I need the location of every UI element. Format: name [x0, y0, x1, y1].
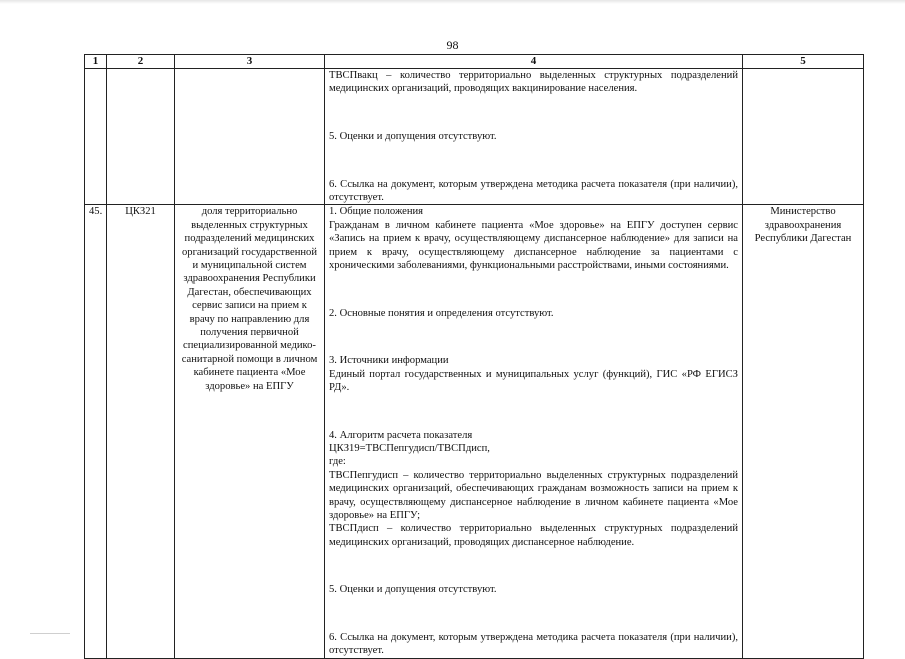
- table-header-row: [85, 55, 864, 69]
- table-row-45: [85, 205, 864, 658]
- paragraph: 5. Оценки и допущения отсутствуют.: [329, 131, 497, 142]
- indicator-table: [84, 54, 864, 659]
- cell-empty-code: [107, 69, 175, 205]
- scan-edge: [0, 0, 905, 4]
- paragraph-spacer: [329, 607, 738, 620]
- table-row-continued: [85, 69, 864, 205]
- cell-empty-ministry: [743, 69, 864, 205]
- paragraph: 3. Источники информации: [329, 355, 449, 367]
- responsible-ministry: Министерство здравоохранения Республики Дагестан: [743, 205, 864, 658]
- paragraph: ТВСПепгудисп – количество территориально выделенных структурных подразделений медицинских организаций, обеспечивающих гражданам возможность записи на прием к врачу, осуществляющему диспансерное наблюдение в личном кабинете пациента «Мое здоровье» на ЕПГУ;: [329, 469, 738, 522]
- paragraph: 2. Основные понятия и определения отсутствуют.: [329, 307, 554, 319]
- paragraph-list: [329, 205, 738, 657]
- header-col-4: 4: [325, 55, 743, 69]
- cell-empty-name: [175, 69, 325, 205]
- page-number: 98: [446, 38, 459, 52]
- paragraph-spacer: [329, 560, 738, 573]
- methodology-cell-continued: [325, 69, 743, 205]
- cell-empty-number: [85, 69, 107, 205]
- header-col-3: 3: [175, 55, 325, 69]
- paragraph-spacer: [329, 106, 738, 119]
- header-col-2: 2: [107, 55, 175, 69]
- paragraph: Гражданам в личном кабинете пациента «Мое здоровье» на ЕПГУ доступен сервис «Запись на прием к врачу, осуществляющему диспансерное наблюдение» для записи на прием к врачу, осуществляющему диспансерное наблюдение за пациентами с хроническими заболеваниями, функциональными расстройствами, иными состояниями.: [329, 219, 738, 272]
- header-col-1: 1: [85, 55, 107, 69]
- paragraph: 6. Ссылка на документ, которым утверждена методика расчета показателя (при наличии), отсутствует.: [329, 178, 738, 203]
- paragraph: ТВСПвакц – количество территориально выделенных структурных подразделений медицинских организаций, проводящих вакцинирование населения.: [329, 70, 738, 95]
- paragraph-spacer: [329, 283, 738, 296]
- paragraph: 4. Алгоритм расчета показателя: [329, 429, 473, 441]
- paragraph-list: [329, 69, 738, 204]
- header-col-5: 5: [743, 55, 864, 69]
- indicator-name: доля территориально выделенных структурных подразделений медицинских организаций государственной и муниципальной систем здравоохранения Республики Дагестан, обеспечивающих сервис записи на прием к врачу по направлению для получения первичной специализированной медико-санитарной помощи в личном кабинете пациента «Мое здоровье» на ЕПГУ: [175, 205, 325, 658]
- paragraph: Единый портал государственных и муниципальных услуг (функций), ГИС «РФ ЕГИСЗ РД».: [329, 368, 738, 394]
- paragraph-spacer: [329, 405, 738, 418]
- methodology-cell: [325, 205, 743, 658]
- row-number: 45.: [85, 205, 107, 658]
- paragraph: 5. Оценки и допущения отсутствуют.: [329, 584, 497, 596]
- scan-mark: [30, 633, 70, 634]
- paragraph-spacer: [329, 331, 738, 344]
- indicator-code: ЦКЗ21: [107, 205, 175, 658]
- paragraph: 6. Ссылка на документ, которым утверждена методика расчета показателя (при наличии), отсутствует.: [329, 632, 738, 657]
- paragraph: ЦКЗ19=ТВСПепгудисп/ТВСПдисп,: [329, 443, 490, 455]
- paragraph: 1. Общие положения: [329, 206, 424, 218]
- paragraph-spacer: [329, 154, 738, 167]
- paragraph: ТВСПдисп – количество территориально выделенных структурных подразделений медицинских организаций, проводящих диспансерное наблюдение.: [329, 523, 738, 548]
- paragraph: где:: [329, 456, 346, 468]
